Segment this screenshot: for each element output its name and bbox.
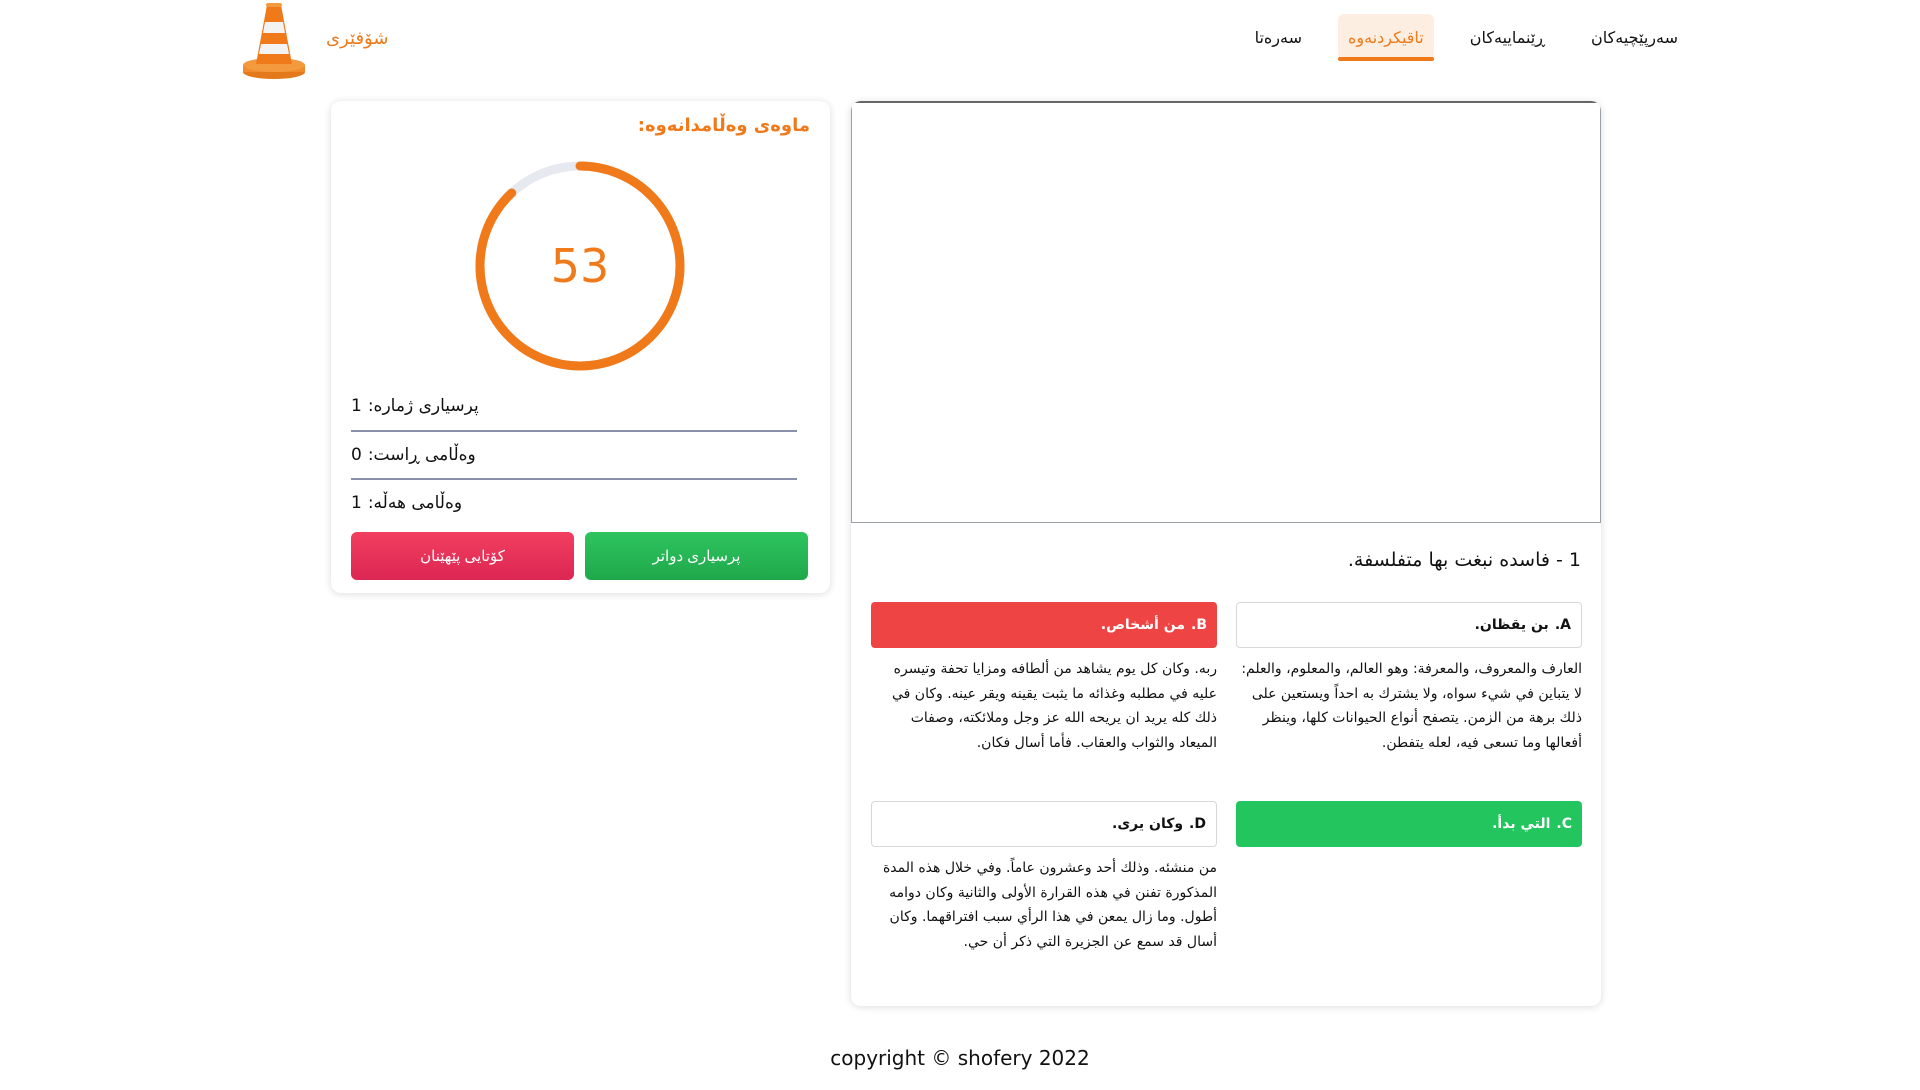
question-number-label: پرسیاری ژمارە: <box>367 396 479 416</box>
option-d-description: من منشئه. وذلك أحد وعشرون عاماً. وفي خلال هذه المدة المذكورة تفنن في هذه القرارة الأولى والثانية وكان دوامه أطول. وما زال يمعن في هذا الرأي سبب افتراقهما. وكان أسال قد سمع عن الجزيرة التي ذكر أن حي. <box>882 860 1217 950</box>
brand-name[interactable]: شۆفێری <box>326 28 389 49</box>
option-c-button[interactable] <box>1236 801 1582 847</box>
wrong-answers-value: 1 <box>351 493 362 513</box>
option-a-description: العارف والمعروف، والمعرفة: وهو العالم، والمعلوم، والعلم: لا يتباين في شيء سواه، ولا يشترك به احداً ويستعين على ذلك برهة من الزمن. يتصفح أنواع الحيوانات كلها، وينظر أفعالها وما تسعى فيه، لعله يتفطن. <box>1241 661 1582 751</box>
option-c-letter: C. <box>1556 816 1572 832</box>
question-number-row <box>351 383 797 429</box>
option-d-button[interactable] <box>871 801 1217 847</box>
nav-item-guides[interactable]: ڕێنماییەکان <box>1469 28 1546 47</box>
option-b-description: ربه. وكان كل يوم يشاهد من ألطافه ومزايا تحفة وتيسره عليه في مطلبه وغذائه ما يثبت يقينه ويقر عينه. وكان في ذلك كله يريد ان يريحه الله عز وجل وملائكته، وصفات الميعاد والثواب والعقاب. فأما أسال فكان. <box>891 661 1217 751</box>
correct-answers-value: 0 <box>351 445 362 465</box>
question-image-area <box>851 101 1601 523</box>
option-d-text: وكان يرى. <box>1112 816 1184 832</box>
timer-card <box>331 101 830 593</box>
option-b-letter: B. <box>1191 617 1207 633</box>
countdown-seconds: 53 <box>550 239 610 293</box>
option-d-letter: D. <box>1189 816 1206 832</box>
question-number-value: 1 <box>351 396 362 416</box>
header <box>0 0 1920 86</box>
wrong-answers-row <box>351 480 797 526</box>
option-b-text: من أشخاص. <box>1100 617 1185 633</box>
correct-answers-row <box>351 432 797 478</box>
nav-item-home[interactable]: سەرەتا <box>1254 28 1303 47</box>
question-text: 1 - فاسده نبغت بها متفلسفة. <box>1347 549 1581 571</box>
wrong-answers-label: وەڵامی هەڵە: <box>367 493 463 513</box>
option-a-button[interactable] <box>1236 602 1582 648</box>
option-a-text: بن يقظان. <box>1474 617 1549 633</box>
question-card <box>851 101 1601 1006</box>
option-c-text: التي بدأ. <box>1492 816 1551 832</box>
footer-copyright: copyright © shofery 2022 <box>830 1046 1090 1070</box>
main-nav <box>1245 14 1688 59</box>
nav-item-exam[interactable]: تاقیکردنەوە <box>1338 14 1434 59</box>
option-b-button[interactable] <box>871 602 1217 648</box>
traffic-cone-logo-icon[interactable] <box>240 2 308 80</box>
end-exam-button[interactable]: کۆتایی پێهێنان <box>351 532 574 580</box>
correct-answers-label: وەڵامی ڕاست: <box>367 445 476 465</box>
timer-title: ماوەی وەڵامدانەوە: <box>637 115 810 136</box>
next-question-button[interactable]: پرسیاری دواتر <box>585 532 808 580</box>
nav-item-violations[interactable]: سەرپێچیەکان <box>1591 28 1678 47</box>
option-a-letter: A. <box>1554 617 1571 633</box>
